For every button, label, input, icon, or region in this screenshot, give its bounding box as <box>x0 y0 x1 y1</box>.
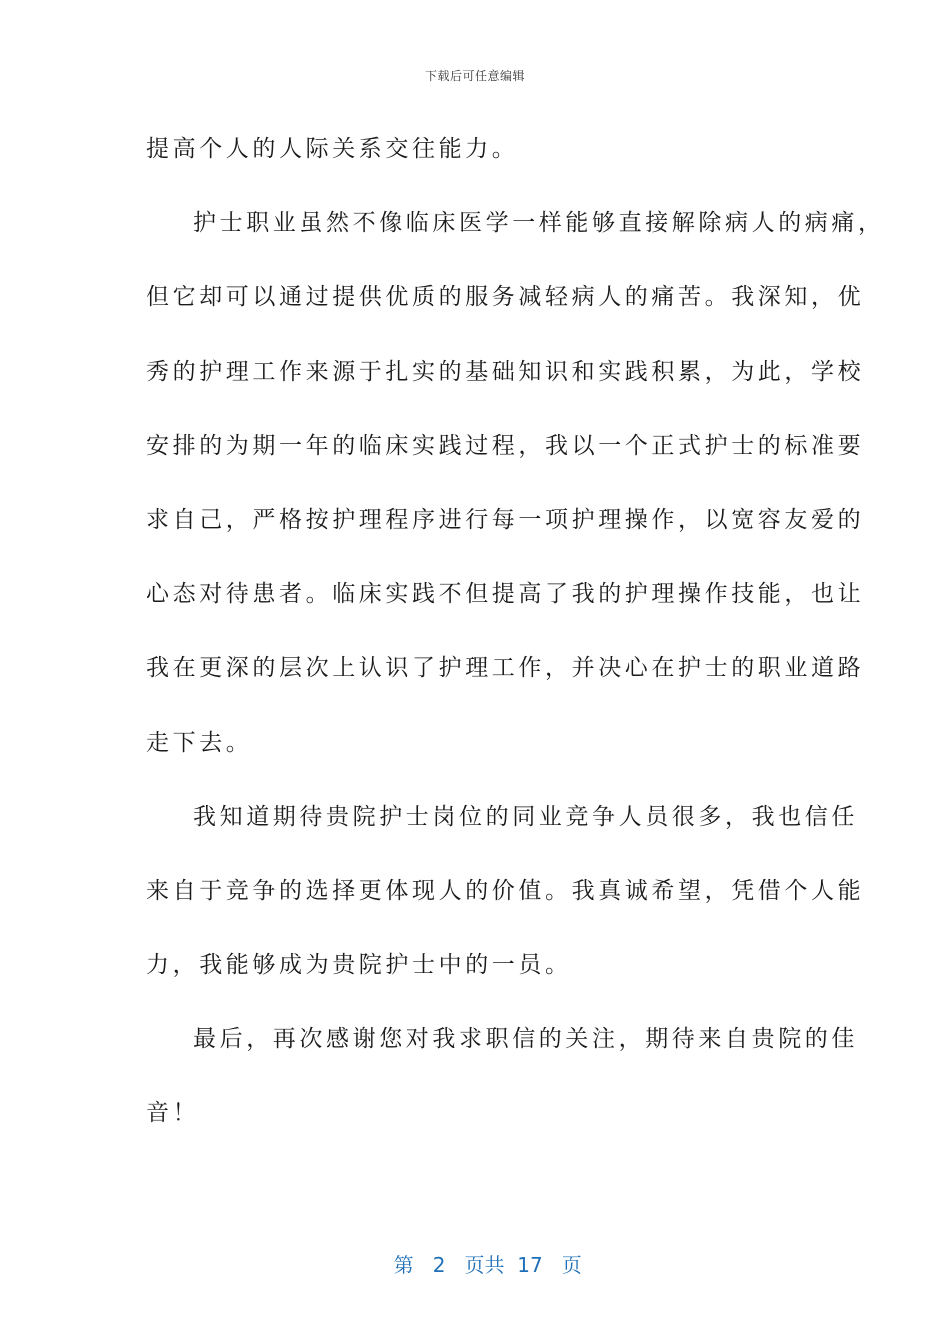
body-line: 我知道期待贵院护士岗位的同业竞争人员很多，我也信任 <box>193 803 858 830</box>
body-line: 安排的为期一年的临床实践过程，我以一个正式护士的标准要 <box>146 432 865 459</box>
body-line: 提高个人的人际关系交往能力。 <box>146 136 519 162</box>
body-line: 秀的护理工作来源于扎实的基础知识和实践积累，为此，学校 <box>146 358 865 385</box>
body-line: 求自己，严格按护理程序进行每一项护理操作，以宽容友爱的 <box>146 506 865 533</box>
letter-body <box>146 112 885 1151</box>
page-footer <box>0 1225 950 1302</box>
page-label-prefix: 第 <box>393 1253 414 1277</box>
current-page-number: 2 <box>432 1253 446 1277</box>
body-line: 走下去。 <box>146 729 253 756</box>
body-line: 心态对待患者。临床实践不但提高了我的护理操作技能，也让 <box>146 581 865 608</box>
body-line: 我在更深的层次上认识了护理工作，并决心在护士的职业道路 <box>146 655 865 682</box>
page-label-suffix: 页 <box>561 1253 582 1277</box>
body-line: 但它却可以通过提供优质的服务减轻病人的痛苦。我深知，优 <box>146 284 865 311</box>
body-line: 来自于竞争的选择更体现人的价值。我真诚希望，凭借个人能 <box>146 877 865 904</box>
body-line: 音！ <box>146 1100 200 1127</box>
header-note: 下载后可任意编辑 <box>424 69 525 83</box>
total-pages-number: 17 <box>517 1253 543 1277</box>
page-label-mid: 页共 <box>464 1253 505 1277</box>
body-line: 护士职业虽然不像临床医学一样能够直接解除病人的病痛， <box>193 210 885 237</box>
body-line: 力，我能够成为贵院护士中的一员。 <box>146 952 572 979</box>
body-line: 最后，再次感谢您对我求职信的关注，期待来自贵院的佳 <box>193 1026 858 1053</box>
